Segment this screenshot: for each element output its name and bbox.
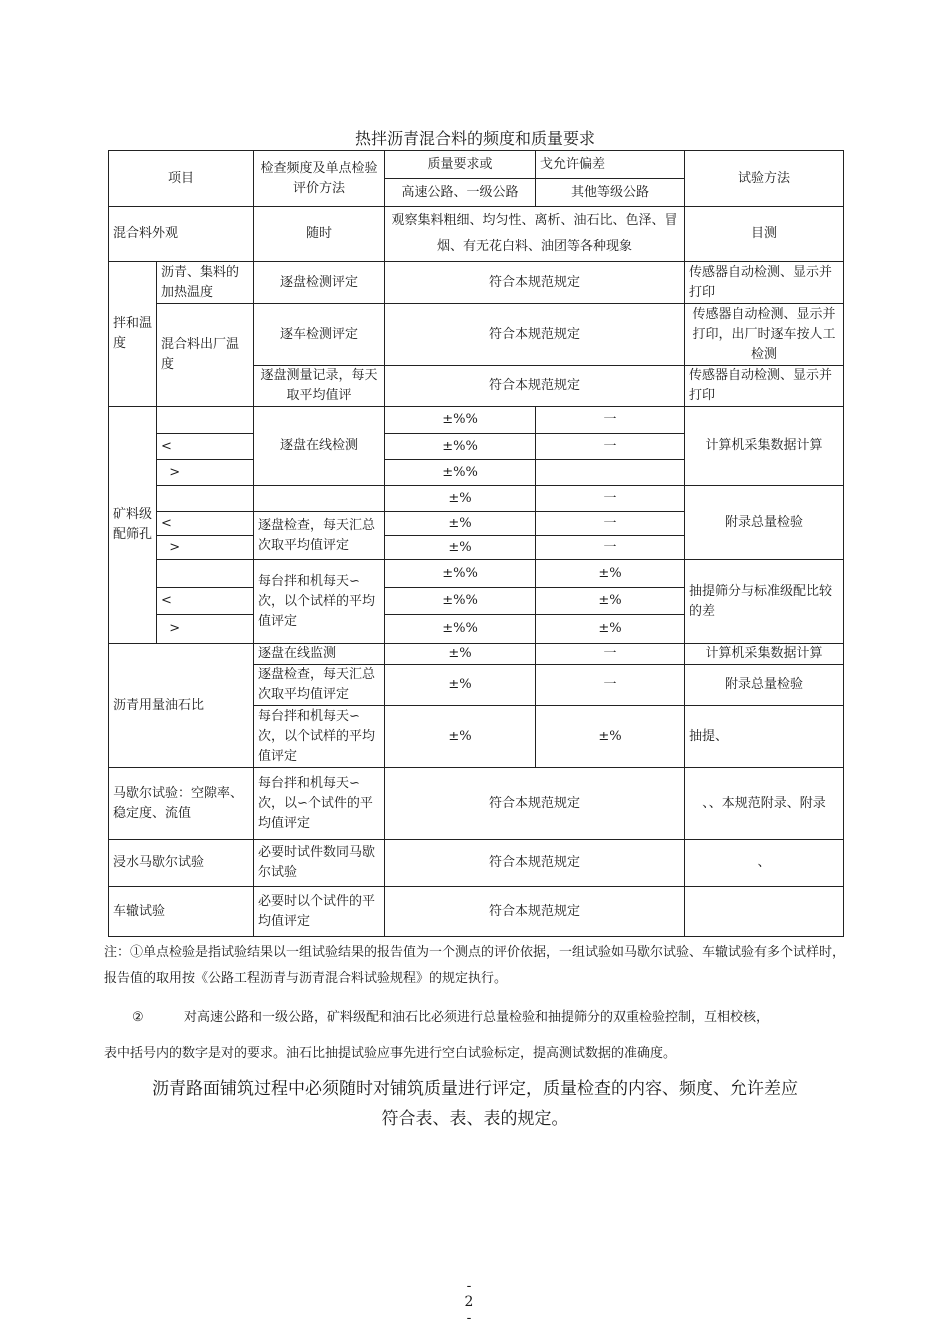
note-2	[104, 1008, 849, 1028]
header-quality-a: 质量要求或	[385, 151, 536, 179]
gradation-other-value: ±%	[536, 560, 685, 588]
appearance-method: 目测	[685, 207, 844, 262]
asphalt-group: 沥青用量油石比	[109, 644, 254, 768]
asphalt-extract-high: ±%	[385, 706, 536, 768]
rut-method	[685, 887, 844, 937]
page-number: 2	[464, 1294, 474, 1310]
gradation-other-value: 一	[536, 434, 685, 460]
gradation-online-method: 计算机采集数据计算	[685, 407, 844, 486]
gradation-group: 矿料级配筛孔	[109, 407, 157, 644]
asphalt-online-method: 计算机采集数据计算	[685, 644, 844, 665]
gradation-high-value: ±%%	[385, 434, 536, 460]
gradation-high-value: ±%%	[385, 588, 536, 615]
header-quality-b: 戈允许偏差	[536, 151, 685, 179]
gradation-high-value: ±%%	[385, 460, 536, 486]
temperature-group: 拌和温度	[109, 262, 157, 407]
temp-heating-requirement: 符合本规范规定	[385, 262, 685, 304]
temp-sub-heating: 沥青、集料的加热温度	[157, 262, 254, 304]
table-title: 热拌沥青混合料的频度和质量要求	[354, 129, 595, 148]
header-item: 项目	[109, 151, 254, 207]
rut-item: 车辙试验	[109, 887, 254, 937]
gradation-high-value: ±%	[385, 512, 536, 536]
gradation-extract-frequency: 每台拌和机每天∽次，以个试样的平均值评定	[254, 560, 385, 644]
marshall-requirement: 符合本规范规定	[385, 768, 685, 840]
asphalt-total-frequency: 逐盘检查，每天汇总次取平均值评定	[254, 665, 385, 706]
asphalt-extract-other: ±%	[536, 706, 685, 768]
gradation-sieve: >	[157, 460, 254, 486]
gradation-high-value: ±%%	[385, 615, 536, 644]
gradation-extract-method: 抽提筛分与标准级配比较的差	[685, 560, 844, 644]
temp-record-method: 传感器自动检测、显示并打印	[685, 366, 844, 407]
note-3: 表中括号内的数字是对的要求。油石比抽提试验应事先进行空白试验标定，提高测试数据的准确度。	[104, 1046, 677, 1061]
gradation-other-value: 一	[536, 512, 685, 536]
gradation-sieve: <	[157, 512, 254, 536]
temp-heating-method: 传感器自动检测、显示并打印	[685, 262, 844, 304]
gradation-sieve: <	[157, 588, 254, 615]
asphalt-extract-method: 抽提、	[685, 706, 844, 768]
note-2-text: 对高速公路和一级公路，矿料级配和油石比必须进行总量检验和抽提筛分的双重检验控制，互相校核，	[184, 1010, 770, 1025]
appearance-requirement: 观察集料粗细、均匀性、离析、油石比、色泽、冒烟、有无花白料、油团等各种现象	[385, 207, 685, 262]
gradation-high-value: ±%%	[385, 407, 536, 434]
page-dash-bottom: -	[466, 1310, 472, 1326]
temp-sub-outgoing: 混合料出厂温度	[157, 304, 254, 407]
gradation-online-frequency: 逐盘在线检测	[254, 407, 385, 486]
gradation-total-method: 附录总量检验	[685, 486, 844, 560]
gradation-sieve: <	[157, 434, 254, 460]
temp-heating-frequency: 逐盘检测评定	[254, 262, 385, 304]
asphalt-total-other: 一	[536, 665, 685, 706]
gradation-high-value: ±%	[385, 536, 536, 560]
header-highway: 高速公路、一级公路	[385, 179, 536, 207]
gradation-high-value: ±%	[385, 486, 536, 512]
temp-outgoing-requirement: 符合本规范规定	[385, 304, 685, 366]
asphalt-online-other: 一	[536, 644, 685, 665]
asphalt-online-frequency: 逐盘在线监测	[254, 644, 385, 665]
gradation-other-value	[536, 460, 685, 486]
asphalt-total-method: 附录总量检验	[685, 665, 844, 706]
gradation-sieve: >	[157, 536, 254, 560]
asphalt-extract-frequency: 每台拌和机每天∽次，以个试样的平均值评定	[254, 706, 385, 768]
note-1: 注：①单点检验是指试验结果以一组试验结果的报告值为一个测点的评价依据，一组试验如马歇尔试验、车辙试验有多个试样时，报告值的取用按《公路工程沥青与沥青混合料试验规程》的规定执行。	[104, 945, 846, 986]
temp-record-frequency: 逐盘测量记录，每天取平均值评	[254, 366, 385, 407]
temp-record-requirement: 符合本规范规定	[385, 366, 685, 407]
appearance-frequency: 随时	[254, 207, 385, 262]
quality-table	[108, 150, 844, 937]
header-other-roads: 其他等级公路	[536, 179, 685, 207]
immersion-item: 浸水马歇尔试验	[109, 840, 254, 887]
gradation-sieve	[157, 560, 254, 588]
paragraph-line-2: 符合表、表、表的规定。	[381, 1109, 569, 1129]
temp-outgoing-frequency: 逐车检测评定	[254, 304, 385, 366]
gradation-other-value: 一	[536, 486, 685, 512]
asphalt-online-high: ±%	[385, 644, 536, 665]
gradation-total-frequency-blank	[254, 486, 385, 512]
asphalt-total-high: ±%	[385, 665, 536, 706]
gradation-total-frequency: 逐盘检查，每天汇总次取平均值评定	[254, 512, 385, 560]
gradation-other-value: ±%	[536, 588, 685, 615]
immersion-frequency: 必要时试件数同马歇尔试验	[254, 840, 385, 887]
gradation-sieve	[157, 486, 254, 512]
gradation-other-value: 一	[536, 536, 685, 560]
appearance-item: 混合料外观	[109, 207, 254, 262]
page-dash-top: -	[466, 1278, 472, 1294]
marshall-method: 、、本规范附录、附录	[685, 768, 844, 840]
gradation-high-value: ±%%	[385, 560, 536, 588]
temp-outgoing-method: 传感器自动检测、显示并打印，出厂时逐车按人工检测	[685, 304, 844, 366]
paragraph-line-1: 沥青路面铺筑过程中必须随时对铺筑质量进行评定，质量检查的内容、频度、允许差应	[152, 1079, 798, 1099]
gradation-other-value: 一	[536, 407, 685, 434]
rut-requirement: 符合本规范规定	[385, 887, 685, 937]
immersion-requirement: 符合本规范规定	[385, 840, 685, 887]
header-method: 试验方法	[685, 151, 844, 207]
gradation-sieve: >	[157, 615, 254, 644]
note-2-mark: ②	[132, 1010, 144, 1025]
immersion-method: 、	[685, 840, 844, 887]
gradation-other-value: ±%	[536, 615, 685, 644]
gradation-sieve	[157, 407, 254, 434]
marshall-frequency: 每台拌和机每天∽次，以∽个试件的平均值评定	[254, 768, 385, 840]
rut-frequency: 必要时以个试件的平均值评定	[254, 887, 385, 937]
marshall-item: 马歇尔试验：空隙率、稳定度、流值	[109, 768, 254, 840]
header-frequency: 检查频度及单点检验评价方法	[254, 151, 385, 207]
